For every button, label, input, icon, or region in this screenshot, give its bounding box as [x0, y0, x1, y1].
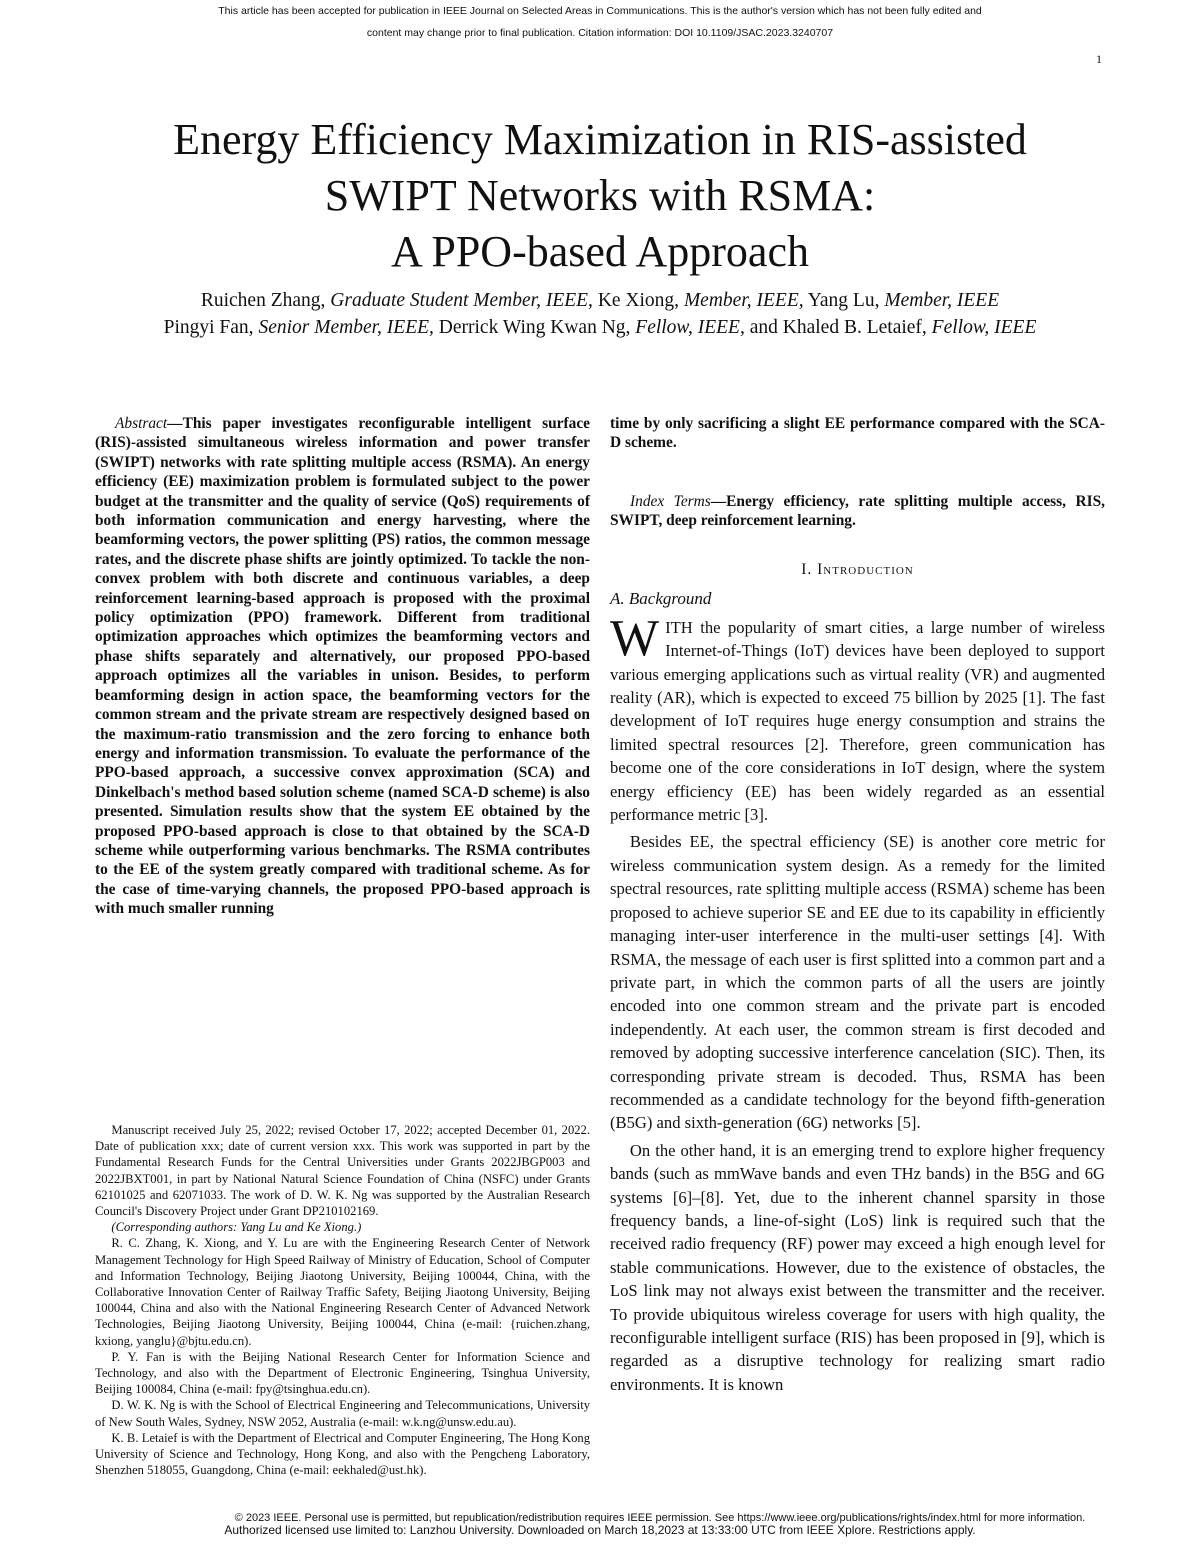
right-column [610, 414, 1105, 1400]
index-terms-text: —Energy efficiency, rate splitting multiple access, RIS, SWIPT, deep reinforcement learning. [610, 493, 1105, 530]
footnote-affiliation: K. B. Letaief is with the Department of Electrical and Computer Engineering, The Hong Kong University of Science and Technology, Hong Kong, and also with the Pengcheng Laboratory, Shenzhen 518055, Guangdong, China (e-mail: eekhaled@ust.hk). [95, 1430, 590, 1478]
author-name: Derrick Wing Kwan Ng, [438, 317, 631, 338]
authorized-use-notice: Authorized licensed use limited to: Lanzhou University. Downloaded on March 18,2023 at 13:33:00 UTC from IEEE Xplore. Restrictions apply. [224, 1523, 976, 1537]
title-line-1: Energy Efficiency Maximization in RIS-assisted [173, 115, 1027, 164]
section-heading-introduction: I. Introduction [801, 560, 914, 578]
author-rank: Graduate Student Member, IEEE, [330, 290, 593, 311]
author-line-2 [90, 314, 1110, 341]
paragraph: On the other hand, it is an emerging trend to explore higher frequency bands (such as mmWave bands and even THz bands) in the B5G and 6G systems [6]–[8]. Yet, due to the inherent channel sparsity in those frequency bands, a line-of-sight (LoS) link is required such that the received radio frequency (RF) power may exceed a high enough level for stable communications. However, due to the existence of obstacles, the LoS link may not always exist between the transmitter and the receiver. To provide ubiquitous wireless coverage for users with high quality, the reconfigurable intelligent surface (RIS) has been proposed in [9], which is regarded as a disruptive technology for realizing smart radio environments. It is known [610, 1140, 1105, 1394]
author-name: Yang Lu, [807, 290, 880, 311]
footnote-manuscript: Manuscript received July 25, 2022; revised October 17, 2022; accepted December 01, 2022. Date of publication xxx; date of current version xxx. This work was supported in part by the Fundamental Research Funds for the Central Universities under Grants 2022JBGP003 and 2022JBXT001, in part by National Natural Science Foundation of China (NSFC) under Grants 62101025 and 62071033. The work of D. W. K. Ng was supported by the Australian Research Council's Discovery Project under Grant DP210102169. [95, 1123, 590, 1219]
paragraph-text: ITH the popularity of smart cities, a large number of wireless Internet-of-Things (IoT) devices have been deployed to support various emerging applications such as virtual reality (VR) and augmented reality (AR), which is expected to exceed 75 billion by 2025 [1]. The fast development of IoT requires huge energy consumption and strains the limited spectral resources [2]. Therefore, green communication has become one of the core considerations in IoT design, where the system energy efficiency (EE) has been widely regarded as an essential performance metric [3]. [610, 617, 1105, 825]
author-name: and Khaled B. Letaief, [749, 317, 927, 338]
title-line-2: SWIPT Networks with RSMA: [324, 171, 876, 220]
abstract [95, 414, 590, 919]
abstract-text: —This paper investigates reconfigurable intelligent surface (RIS)-assisted simultaneous wireless information and power transfer (SWIPT) networks with rate splitting multiple access (RSMA). An energy efficiency (EE) maximization problem is formulated subject to the power budget at the transmitter and the quality of service (QoS) requirements of both information communication and energy harvesting, where the beamforming vectors, the power splitting (PS) ratios, the common message rates, and the discrete phase shifts are jointly optimized. To tackle the non-convex problem with both discrete and continuous variables, a deep reinforcement learning-based approach is proposed with the proximal policy optimization (PPO) framework. Different from traditional optimization approaches which optimizes the beamforming vectors and phase shifts separately and alternatively, our proposed PPO-based approach optimizes all the variables in unison. Besides, to perform beamforming design in action space, the beamforming vectors for the common stream and the private stream are respectively designed based on the maximum-ratio transmission and the zero forcing to enhance both energy and information transmission. To evaluate the performance of the PPO-based approach, a successive convex approximation (SCA) and Dinkelbach's method based solution scheme (named SCA-D scheme) is also presented. Simulation results show that the system EE obtained by the proposed PPO-based approach is close to that obtained by the SCA-D scheme while outperforming various benchmarks. The RSMA contributes to the EE of the system greatly compared with traditional scheme. As for the case of time-varying channels, the proposed PPO-based approach is with much smaller running [95, 415, 590, 918]
footnote-affiliation: R. C. Zhang, K. Xiong, and Y. Lu are with the Engineering Research Center of Network Management Technology for High Speed Railway of Ministry of Education, School of Computer and Information Technology, Beijing Jiaotong University, Beijing 100044, China, with the Collaborative Innovation Center of Railway Traffic Safety, Beijing Jiaotong University, Beijing 100044, China and also with the National Engineering Research Center of Advanced Network Technologies, Beijing Jiaotong University, Beijing 100044, China (e-mail: {ruichen.zhang, kxiong, yanglu}@bjtu.edu.cn). [95, 1236, 590, 1348]
author-name: Pingyi Fan, [163, 317, 254, 338]
author-line-1 [90, 287, 1110, 314]
author-rank: Member, IEEE, [683, 290, 804, 311]
page-footer [0, 1512, 1200, 1537]
author-list [90, 287, 1110, 341]
dropcap: W [610, 609, 660, 667]
index-terms [610, 492, 1105, 531]
banner-line-2: content may change prior to final publication. Citation information: DOI 10.1109/JSAC.2023.3240707 [366, 27, 834, 39]
author-rank: Fellow, IEEE, [635, 317, 745, 338]
index-terms-label: Index Terms [630, 493, 711, 510]
abstract-label: Abstract [115, 415, 168, 432]
footnotes [95, 1122, 590, 1478]
abstract-continuation: time by only sacrificing a slight EE performance compared with the SCA-D scheme. [610, 415, 1105, 452]
author-rank: Senior Member, IEEE, [258, 317, 434, 338]
footnote-corresponding-authors: (Corresponding authors: Yang Lu and Ke Xiong.) [111, 1220, 362, 1235]
author-name: Ke Xiong, [597, 290, 680, 311]
publication-banner [0, 0, 1200, 44]
title-line-3: A PPO-based Approach [391, 227, 809, 276]
copyright-notice: © 2023 IEEE. Personal use is permitted, but republication/redistribution requires IEEE permission. See https://www.ieee.org/publications/rights/index.html for more information. [234, 1512, 1086, 1524]
author-name: Ruichen Zhang, [200, 290, 326, 311]
paragraph [610, 609, 1105, 827]
author-rank: Fellow, IEEE [931, 317, 1037, 338]
paragraph: Besides EE, the spectral efficiency (SE) is another core metric for wireless communication system design. As a remedy for the limited spectral resources, rate splitting multiple access (RSMA) scheme has been proposed to achieve superior SE and EE due to its capability in efficiently managing inter-user interference in the multi-user settings [4]. With RSMA, the message of each user is first splitted into a common part and a private part, in which the common parts of all the users are jointly encoded into one common stream and the private part is encoded independently. At each user, the common stream is first decoded and removed by adopting successive interference cancelation (SIC). Then, its corresponding private stream is decoded. Thus, RSMA has been recommended as a candidate technology for the beyond fifth-generation (B5G) and sixth-generation (6G) networks [5]. [610, 832, 1105, 1133]
banner-line-1: This article has been accepted for publication in IEEE Journal on Selected Areas in Communications. This is the author's version which has not been fully edited and [218, 5, 982, 17]
left-column [95, 414, 590, 919]
footnote-affiliation: D. W. K. Ng is with the School of Electrical Engineering and Telecommunications, University of New South Wales, Sydney, NSW 2052, Australia (e-mail: w.k.ng@unsw.edu.au). [95, 1398, 590, 1429]
page-number: 1 [1096, 52, 1102, 66]
author-rank: Member, IEEE [884, 290, 1000, 311]
subsection-heading-background: A. Background [610, 588, 712, 608]
paper-title [100, 112, 1100, 280]
introduction-body [610, 609, 1105, 1396]
footnote-affiliation: P. Y. Fan is with the Beijing National Research Center for Information Science and Technology, and also with the Department of Electronic Engineering, Tsinghua University, Beijing 100084, China (e-mail: fpy@tsinghua.edu.cn). [95, 1349, 590, 1397]
